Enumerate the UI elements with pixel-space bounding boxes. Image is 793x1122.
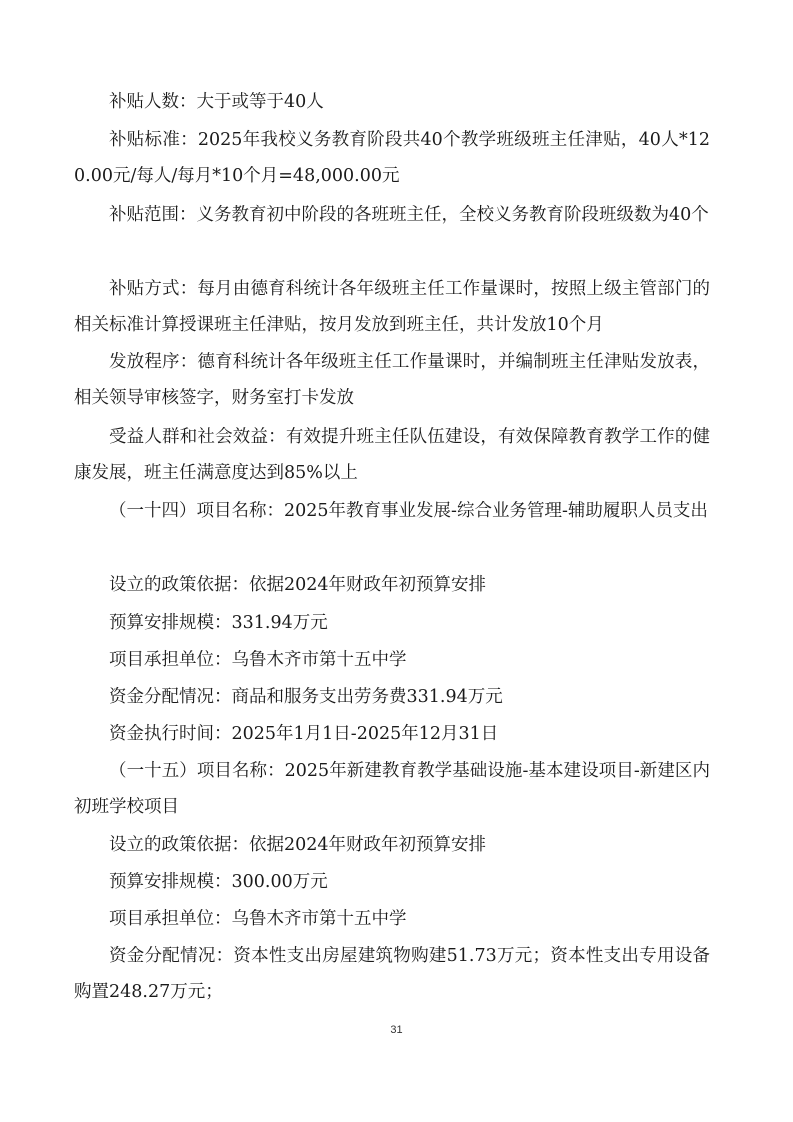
paragraph-project-14-allocation: 资金分配情况：商品和服务支出劳务费331.94万元 <box>109 687 503 707</box>
paragraph-subsidy-scope: 补贴范围：义务教育初中阶段的各班班主任，全校义务教育阶段班级数为40个 <box>109 205 709 225</box>
paragraph-subsidy-standard: 补贴标准：2025年我校义务教育阶段共40个教学班级班主任津贴，40人*120.00元/每人/每月*10个月=48,000.00元 <box>74 130 710 186</box>
paragraph-project-15-title: （一十五）项目名称：2025年新建教育教学基础设施-基本建设项目-新建区内初班学校项目 <box>74 761 710 817</box>
page-number: 31 <box>390 1024 403 1036</box>
paragraph-project-15-allocation: 资金分配情况：资本性支出房屋建筑物购建51.73万元；资本性支出专用设备购置248.27万元； <box>74 946 710 1002</box>
paragraph-payment-procedure: 发放程序：德育科统计各年级班主任工作量课时，并编制班主任津贴发放表，相关领导审核签字，财务室打卡发放 <box>74 352 710 408</box>
paragraph-project-15-unit: 项目承担单位：乌鲁木齐市第十五中学 <box>109 909 407 929</box>
paragraph-subsidy-method: 补贴方式：每月由德育科统计各年级班主任工作量课时，按照上级主管部门的相关标准计算授课班主任津贴，按月发放到班主任，共计发放10个月 <box>74 279 710 335</box>
paragraph-subsidy-count: 补贴人数：大于或等于40人 <box>109 92 324 112</box>
paragraph-project-14-period: 资金执行时间：2025年1月1日-2025年12月31日 <box>109 724 499 744</box>
paragraph-project-15-policy: 设立的政策依据：依据2024年财政年初预算安排 <box>109 835 487 855</box>
paragraph-project-14-title: （一十四）项目名称：2025年教育事业发展-综合业务管理-辅助履职人员支出 <box>109 501 708 521</box>
paragraph-project-14-policy: 设立的政策依据：依据2024年财政年初预算安排 <box>109 575 487 595</box>
paragraph-project-15-budget: 预算安排规模：300.00万元 <box>109 872 328 892</box>
paragraph-project-14-budget: 预算安排规模：331.94万元 <box>109 613 328 633</box>
paragraph-project-14-unit: 项目承担单位：乌鲁木齐市第十五中学 <box>109 650 407 670</box>
paragraph-beneficiaries: 受益人群和社会效益：有效提升班主任队伍建设，有效保障教育教学工作的健康发展，班主任满意度达到85%以上 <box>74 427 710 483</box>
